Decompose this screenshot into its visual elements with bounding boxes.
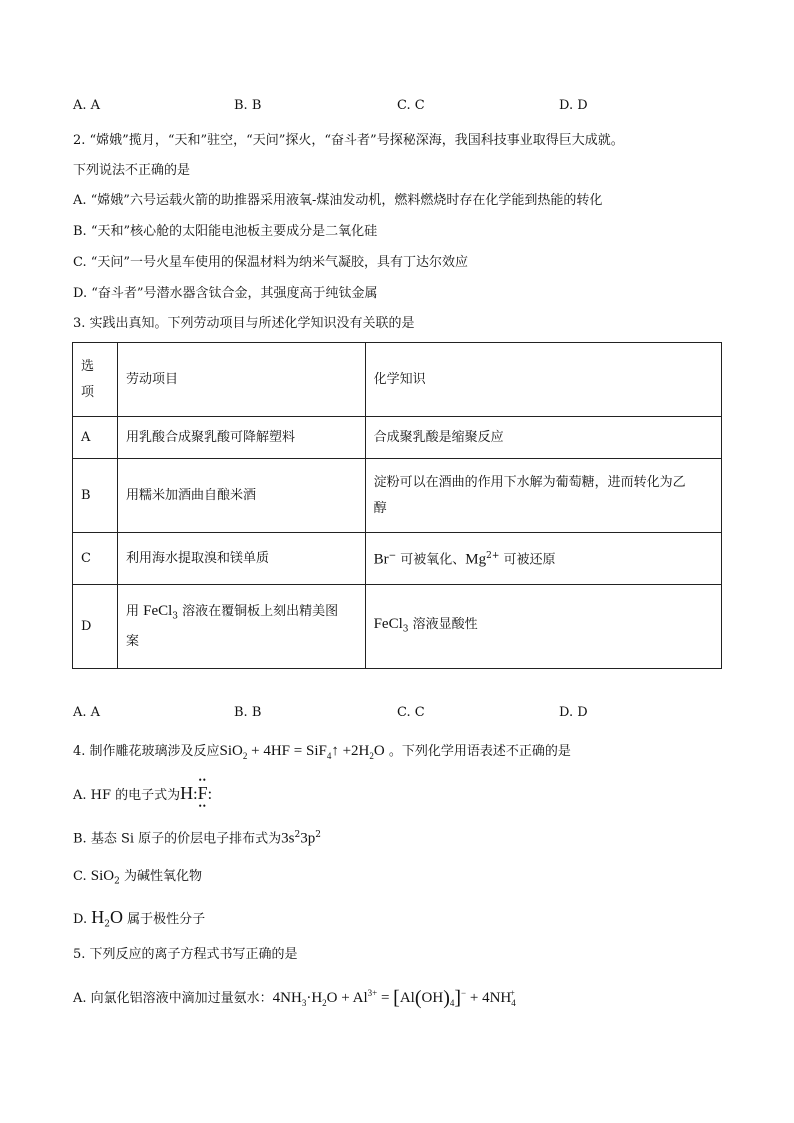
q3-option-d[interactable]: D. D	[559, 705, 588, 720]
q1-option-a[interactable]: A. A	[73, 98, 101, 113]
q4-option-b[interactable]: B. 基态 Si 原子的价层电子排布式为$3s^23p^2$	[73, 830, 321, 847]
q1-option-b[interactable]: B. B	[234, 98, 262, 113]
row-a-option: A	[73, 417, 118, 459]
q4-stem: 4. 制作雕花玻璃涉及反应SiO$_2$ + 4HF = SiF$_4$↑ $+2H_2O$ 。下列化学用语表述不正确的是	[73, 743, 571, 761]
row-c-chem: Br− 可被氧化、$Mg^{2+}$ 可被还原	[365, 533, 721, 585]
row-d-labor: 用 FeCl$_3$ 溶液在覆铜板上刻出精美图 案	[117, 585, 365, 669]
q1-options	[73, 98, 773, 118]
row-c-option: C	[73, 533, 118, 585]
q3-options	[73, 705, 773, 725]
row-a-labor: 用乳酸合成聚乳酸可降解塑料	[117, 417, 365, 459]
row-c-labor: 利用海水提取溴和镁单质	[117, 533, 365, 585]
q4-option-a[interactable]: A. HF 的电子式为H: •• F •• :	[73, 775, 213, 811]
row-b-option: B	[73, 459, 118, 533]
header-labor: 劳动项目	[117, 343, 365, 417]
row-d-option: D	[73, 585, 118, 669]
q4-option-c[interactable]: C. SiO$_2$ 为碱性氧化物	[73, 868, 202, 887]
table-row	[73, 585, 722, 669]
q2-stem-line1: 2. “嫦娥”揽月，“天和”驻空，“天问”探火，“奋斗者”号探秘深海，我国科技事业取得巨大成就。	[73, 133, 624, 148]
q3-option-a[interactable]: A. A	[73, 705, 101, 720]
q3-table	[72, 342, 722, 669]
q2-option-a[interactable]: A. “嫦娥”六号运载火箭的助推器采用液氧-煤油发动机，燃料燃烧时存在化学能到热能的转化	[73, 193, 603, 208]
row-b-chem: 淀粉可以在酒曲的作用下水解为葡萄糖，进而转化为乙 醇	[365, 459, 721, 533]
q5-ionic-equation: $4NH_3\cdot H_2O + Al^{3+} = [Al(OH)_4]^- + 4NH_4^+$	[272, 987, 516, 1009]
row-a-chem: 合成聚乳酸是缩聚反应	[365, 417, 721, 459]
q4-option-d[interactable]: D. $H_2O$ 属于极性分子	[73, 907, 206, 930]
q2-stem-line2: 下列说法不正确的是	[73, 163, 191, 178]
q2-option-b[interactable]: B. “天和”核心舱的太阳能电池板主要成分是二氧化硅	[73, 224, 378, 239]
q2-option-d[interactable]: D. “奋斗者”号潜水器含钛合金，其强度高于纯钛金属	[73, 286, 378, 301]
q4-equation: SiO$_2$ + 4HF = SiF$_4$↑ $+2H_2O$	[219, 743, 385, 761]
table-row	[73, 459, 722, 533]
header-chem: 化学知识	[365, 343, 721, 417]
fluorine-electron-dots: •• F ••	[197, 775, 208, 811]
header-option: 选 项	[73, 343, 118, 417]
table-row	[73, 533, 722, 585]
q3-option-c[interactable]: C. C	[397, 705, 425, 720]
q3-stem: 3. 实践出真知。下列劳动项目与所述化学知识没有关联的是	[73, 316, 415, 331]
row-b-labor: 用糯米加酒曲自酿米酒	[117, 459, 365, 533]
q5-stem: 5. 下列反应的离子方程式书写正确的是	[73, 947, 298, 962]
q1-option-d[interactable]: D. D	[559, 98, 588, 113]
q1-option-c[interactable]: C. C	[397, 98, 425, 113]
row-d-chem: FeCl$_3$ 溶液显酸性	[365, 585, 721, 669]
table-header-row	[73, 343, 722, 417]
q2-option-c[interactable]: C. “天问”一号火星车使用的保温材料为纳米气凝胶，具有丁达尔效应	[73, 255, 469, 270]
q5-option-a[interactable]: A. 向氯化铝溶液中滴加过量氨水：$4NH_3\cdot H_2O + Al^{3+} = [Al(OH)_4]^- + 4NH_4^+$	[73, 987, 516, 1009]
table-row	[73, 417, 722, 459]
q3-option-b[interactable]: B. B	[234, 705, 262, 720]
